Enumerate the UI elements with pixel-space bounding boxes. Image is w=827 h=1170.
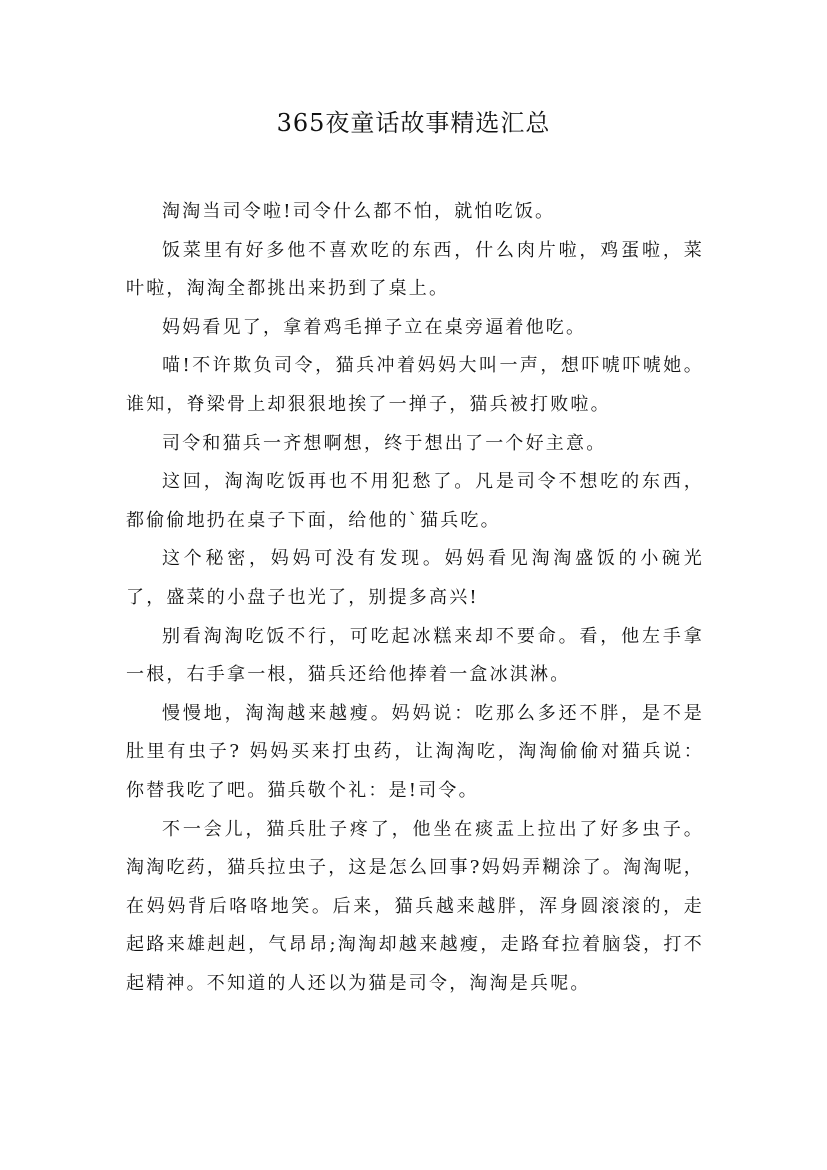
story-body (126, 193, 704, 1003)
paragraph: 妈妈看见了，拿着鸡毛掸子立在桌旁逼着他吃。 (162, 316, 587, 338)
paragraph: 这个秘密，妈妈可没有发现。妈妈看见淘淘盛饭的小碗光了，盛菜的小盘子也光了，别提多高兴! (126, 548, 704, 608)
paragraph: 别看淘淘吃饭不行，可吃起冰糕来却不要命。看，他左手拿一根，右手拿一根，猫兵还给他捧着一盒冰淇淋。 (126, 625, 704, 686)
page-title: 365夜童话故事精选汇总 (276, 109, 551, 137)
paragraph: 慢慢地，淘淘越来越瘦。妈妈说：吃那么多还不胖，是不是肚里有虫子? 妈妈买来打虫药，让淘淘吃，淘淘偷偷对猫兵说：你替我吃了吧。猫兵敬个礼：是!司令。 (126, 702, 704, 801)
paragraph: 淘淘当司令啦!司令什么都不怕，就怕吃饭。 (162, 201, 556, 222)
paragraph: 饭菜里有好多他不喜欢吃的东西，什么肉片啦，鸡蛋啦，菜叶啦，淘淘全都挑出来扔到了桌上。 (126, 239, 704, 300)
paragraph: 司令和猫兵一齐想啊想，终于想出了一个好主意。 (162, 432, 607, 454)
paragraph: 不一会儿，猫兵肚子疼了，他坐在痰盂上拉出了好多虫子。淘淘吃药，猫兵拉虫子，这是怎么回事?妈妈弄糊涂了。淘淘呢，在妈妈背后咯咯地笑。后来，猫兵越来越胖，浑身圆滚滚的，走起路来雄赳赳，气昂昂;淘淘却越来越瘦，走路耷拉着脑袋，打不起精神。不知道的人还以为猫是司令，淘淘是兵呢。 (126, 818, 704, 994)
paragraph: 这回，淘淘吃饭再也不用犯愁了。凡是司令不想吃的东西，都偷偷地扔在桌子下面，给他的`猫兵吃。 (126, 471, 704, 531)
paragraph: 喵!不许欺负司令，猫兵冲着妈妈大叫一声，想吓唬吓唬她。谁知，脊梁骨上却狠狠地挨了一掸子，猫兵被打败啦。 (126, 355, 704, 415)
